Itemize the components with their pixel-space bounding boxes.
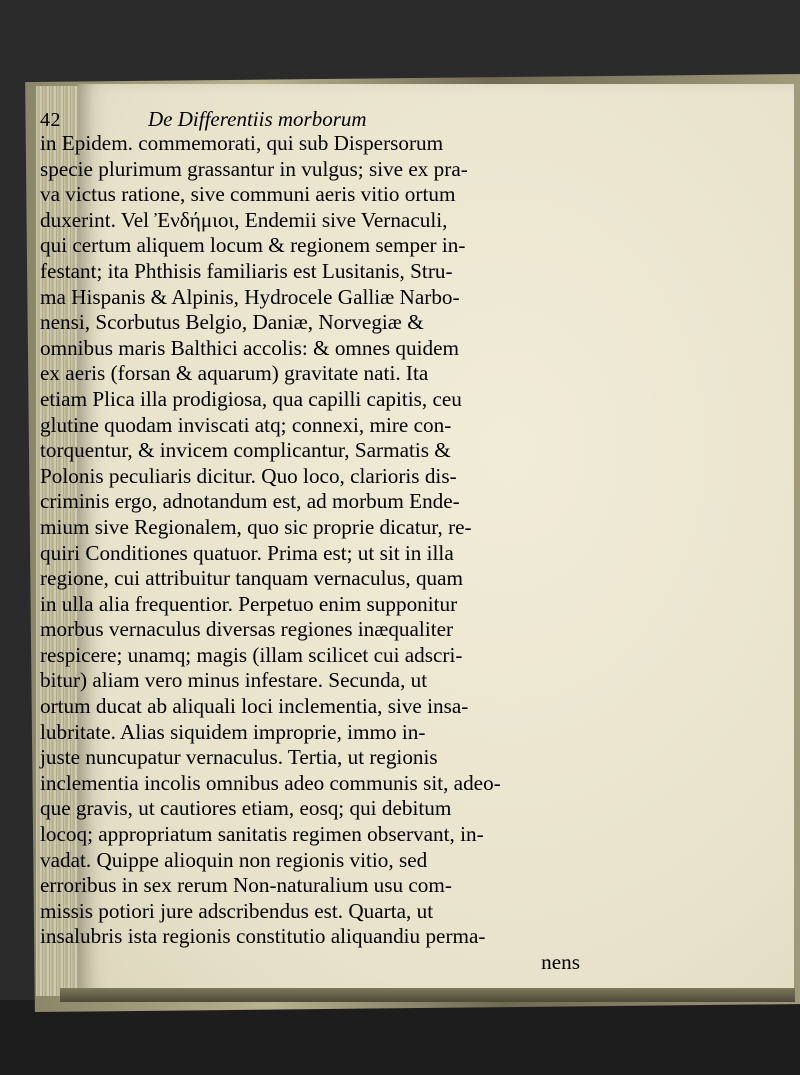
text-line: etiam Plica illa prodigiosa, qua capilli capitis, ceu: [40, 386, 462, 411]
text-line: lubritate. Alias siquidem improprie, immo in-: [40, 719, 426, 744]
text-line: festant; ita Phthisis familiaris est Lusitanis, Stru-: [40, 258, 453, 283]
text-line: ortum ducat ab aliquali loci inclementia, sive insa-: [40, 694, 469, 719]
body-text: [40, 131, 618, 976]
text-line: respicere; unamq; magis (illam scilicet cui adscri-: [40, 642, 463, 667]
text-line: criminis ergo, adnotandum est, ad morbum Ende-: [40, 489, 460, 514]
text-line: inclementia incolis omnibus adeo communis sit, adeo-: [40, 770, 501, 795]
text-line: qui certum aliquem locum & regionem semper in-: [40, 233, 466, 258]
text-line: torquentur, & invicem complicantur, Sarmatis &: [40, 438, 451, 463]
text-line: ex aeris (forsan & aquarum) gravitate nati. Ita: [40, 361, 429, 386]
text-line: juste nuncupatur vernaculus. Tertia, ut regionis: [40, 745, 438, 770]
text-line: in ulla alia frequentior. Perpetuo enim supponitur: [40, 591, 458, 616]
text-line: specie plurimum grassantur in vulgus; sive ex pra-: [40, 156, 468, 181]
text-line: glutine quodam inviscati atq; connexi, mire con-: [40, 412, 452, 437]
text-line: bitur) aliam vero minus infestare. Secunda, ut: [40, 668, 428, 693]
running-head-title: De Differentiis morborum: [148, 107, 367, 131]
text-line: insalubris ista regionis constitutio aliquandiu perma-: [40, 924, 486, 949]
book-bottom-edge: [60, 988, 795, 1002]
text-line: Polonis peculiaris dicitur. Quo loco, clarioris dis-: [40, 463, 457, 488]
text-line: in Epidem. commemorati, qui sub Dispersorum: [40, 131, 444, 155]
text-line: vadat. Quippe alioquin non regionis vitio, sed: [40, 847, 428, 872]
running-head: [40, 107, 618, 133]
text-line: quiri Conditiones quatuor. Prima est; ut sit in illa: [40, 540, 454, 565]
text-line: va victus ratione, sive communi aeris vitio ortum: [40, 182, 456, 207]
text-line: erroribus in sex rerum Non-naturalium usu com-: [40, 873, 452, 898]
text-line: missis potiori jure adscribendus est. Quarta, ut: [40, 898, 434, 923]
backdrop: [0, 1000, 800, 1075]
text-line: ma Hispanis & Alpinis, Hydrocele Galliæ Narbo-: [40, 284, 460, 309]
text-line: duxerint. Vel Ἐνδήμιοι, Endemii sive Vernaculi,: [40, 207, 448, 232]
text-line: regione, cui attribuitur tanquam vernaculus, quam: [40, 566, 464, 591]
text-line: mium sive Regionalem, quo sic proprie dicatur, re-: [40, 514, 472, 539]
text-line: que gravis, ut cautiores etiam, eosq; qui debitum: [40, 796, 452, 821]
text-line: omnibus maris Balthici accolis: & omnes quidem: [40, 335, 459, 360]
page-number: 42: [40, 109, 61, 131]
text-line: locoq; appropriatum sanitatis regimen observant, in-: [40, 822, 484, 847]
text-line: nensi, Scorbutus Belgio, Daniæ, Norvegiæ &: [40, 310, 424, 335]
text-line: nens: [541, 950, 580, 974]
text-line: morbus vernaculus diversas regiones inæqualiter: [40, 617, 454, 642]
